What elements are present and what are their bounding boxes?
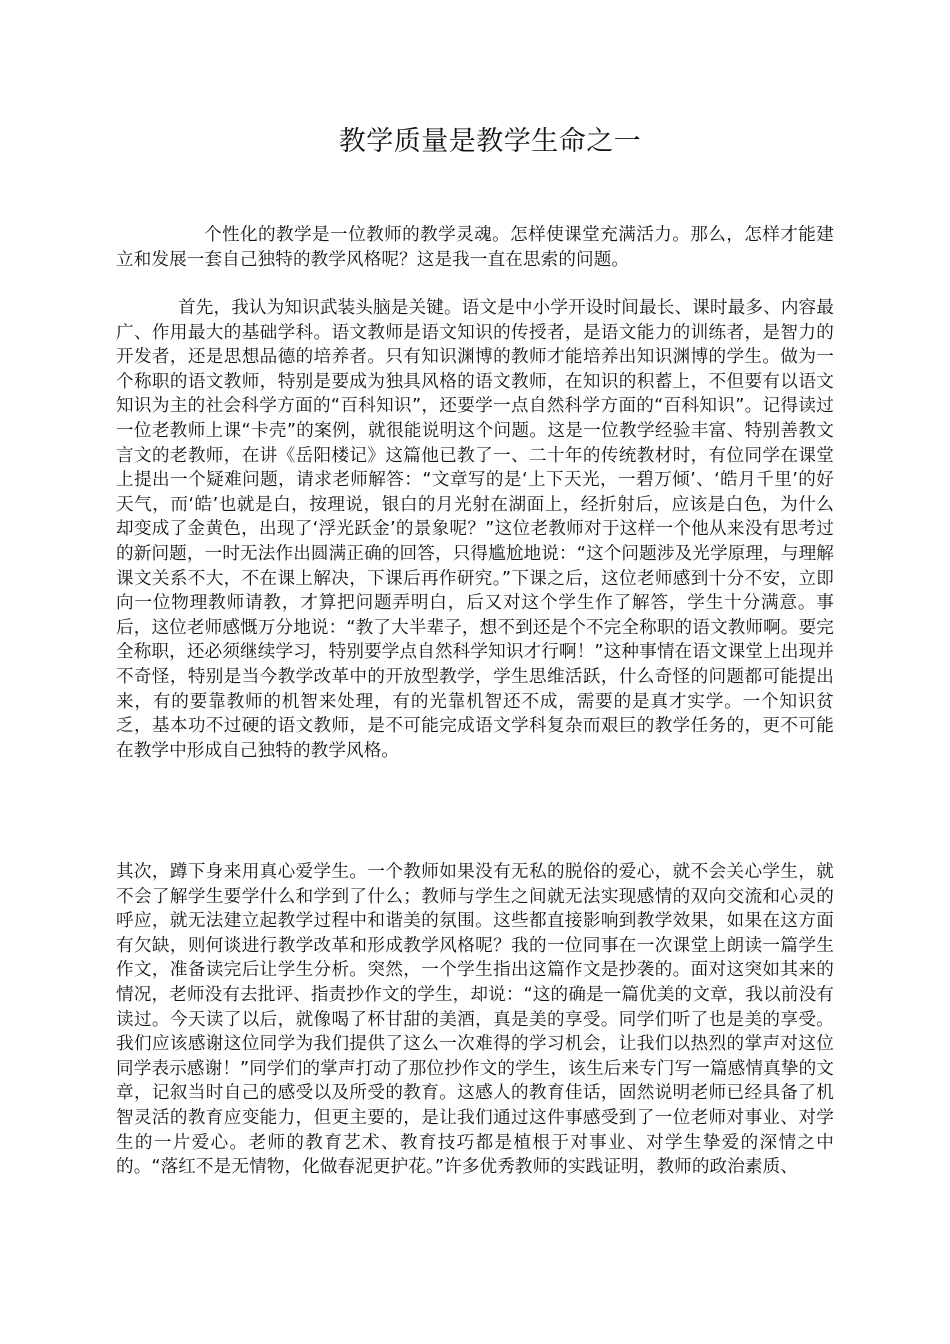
document-title: 教学质量是教学生命之一 xyxy=(338,126,642,157)
paragraph-first-point: 首先，我认为知识武装头脑是关键。语文是中小学开设时间最长、课时最多、内容最广、作用最大的基础学科。语文教师是语文知识的传授者，是语文能力的训练者，是智力的开发者，还是思想品德的培养者。只有知识渊博的教师才能培养出知识渊博的学生。做为一个称职的语文教师，特别是要成为独具风格的语文教师，在知识的积蓄上，不但要有以语文知识为主的社会科学方面的“百科知识”，还要学一点自然科学方面的“百科知识”。记得读过一位老教师上课“卡壳”的案例，就很能说明这个问题。这是一位教学经验丰富、特别善教文言文的老教师，在讲《岳阳楼记》这篇他已教了一、二十年的传统教材时，有位同学在课堂上提出一个疑难问题，请求老师解答：“文章写的是‘上下天光，一碧万倾’、‘皓月千里’的好天气，而‘皓’也就是白，按理说，银白的月光射在湖面上，经折射后，应该是白色，为什么却变成了金黄色，出现了‘浮光跃金’的景象呢？”这位老教师对于这样一个他从来没有思考过的新问题，一时无法作出圆满正确的回答，只得尴尬地说：“这个问题涉及光学原理，与理解课文关系不大，不在课上解决，下课后再作研究。”下课之后，这位老师感到十分不安，立即向一位物理教师请教，才算把问题弄明白，后又对这个学生作了解答，学生十分满意。事后，这位老师感慨万分地说：“教了大半辈子，想不到还是个不完全称职的语文教师啊。要完全称职，还必须继续学习，特别要学点自然科学知识才行啊！”这种事情在语文课堂上出现并不奇怪，特别是当今教学改革中的开放型教学，学生思维活跃，什么奇怪的问题都可能提出来，有的要靠教师的机智来处理，有的光靠机智还不成，需要的是真才实学。一个知识贫乏，基本功不过硬的语文教师，是不可能完成语文学科复杂而艰巨的教学任务的，更不可能在教学中形成自己独特的教学风格。 xyxy=(116,298,834,761)
paragraph-intro: 个性化的教学是一位教师的教学灵魂。怎样使课堂充满活力。那么，怎样才能建立和发展一套自己独特的教学风格呢？这是我一直在思索的问题。 xyxy=(116,225,834,270)
paragraph-second-point: 其次，蹲下身来用真心爱学生。一个教师如果没有无私的脱俗的爱心，就不会关心学生，就不会了解学生要学什么和学到了什么；教师与学生之间就无法实现感情的双向交流和心灵的呼应，就无法建立起教学过程中和谐美的氛围。这些都直接影响到教学效果，如果在这方面有欠缺，则何谈进行教学改革和形成教学风格呢？我的一位同事在一次课堂上朗读一篇学生作文，准备读完后让学生分析。突然，一个学生指出这篇作文是抄袭的。面对这突如其来的情况，老师没有去批评、指责抄作文的学生，却说：“这的确是一篇优美的文章，我以前没有读过。今天读了以后，就像喝了杯甘甜的美酒，真是美的享受。同学们听了也是美的享受。我们应该感谢这位同学为我们提供了这么一次难得的学习机会，让我们以热烈的掌声对这位同学表示感谢！”同学们的掌声打动了那位抄作文的学生，该生后来专门写一篇感情真挚的文章，记叙当时自己的感受以及所受的教育。这感人的教育佳话，固然说明老师已经具备了机智灵活的教育应变能力，但更主要的，是让我们通过这件事感受到了一位老师对事业、对学生的一片爱心。老师的教育艺术、教育技巧都是植根于对事业、对学生挚爱的深情之中的。“落红不是无情物，化做春泥更护花。”许多优秀教师的实践证明，教师的政治素质、 xyxy=(116,862,834,1178)
